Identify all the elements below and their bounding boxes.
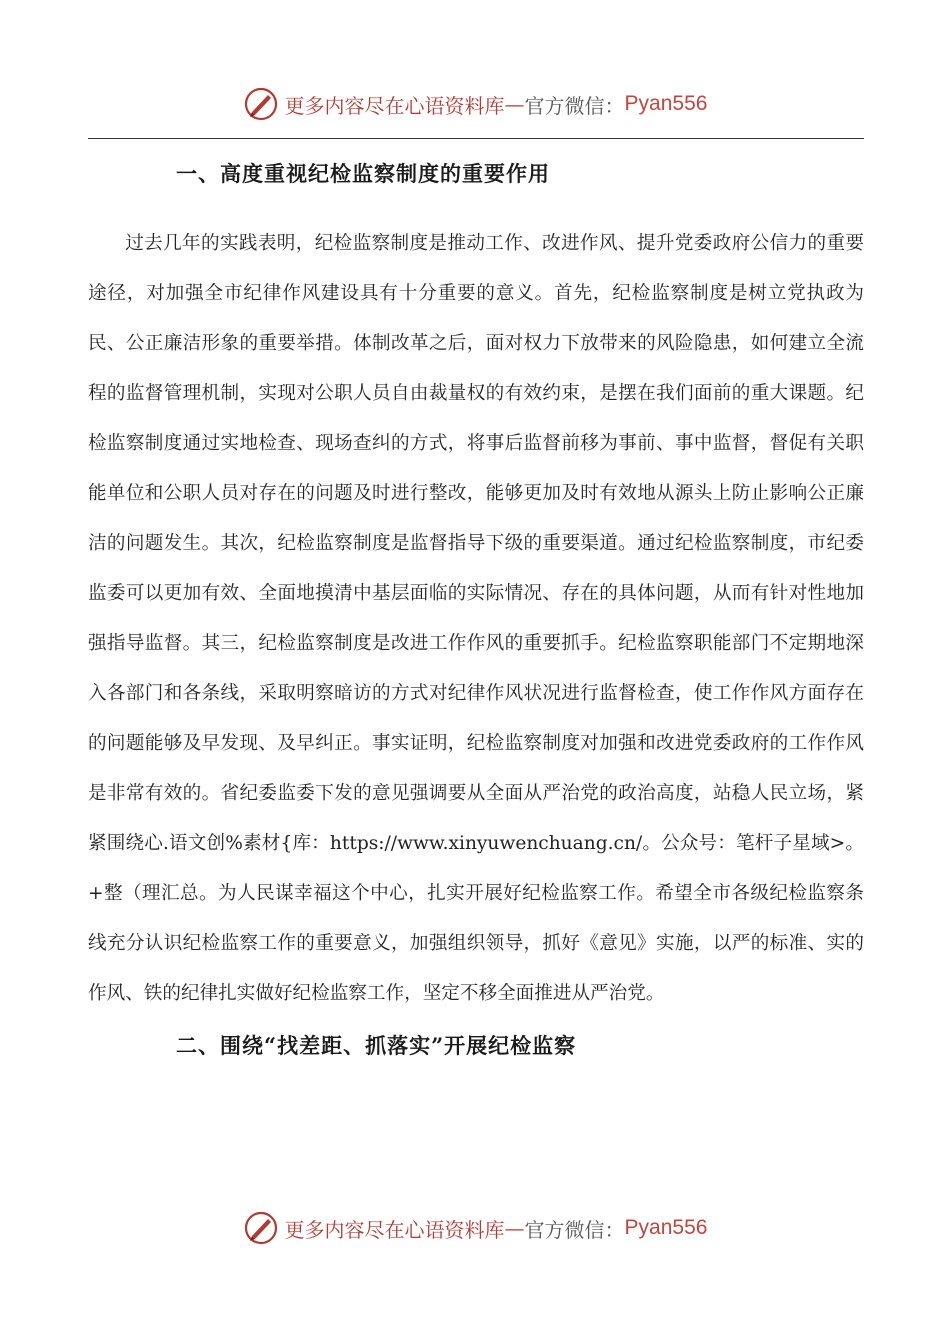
- section2-heading: 二、围绕“找差距、抓落实”开展纪检监察: [176, 1033, 577, 1058]
- banner-dash: —: [504, 1216, 525, 1240]
- banner-wechat-label: 官方微信：: [524, 93, 625, 118]
- banner-wechat-id: Pyan556: [624, 1216, 708, 1239]
- footer-banner: [0, 1206, 950, 1250]
- pen-circle-icon: [243, 86, 279, 122]
- banner-dash: —: [504, 92, 525, 116]
- section1-heading: 一、高度重视纪检监察制度的重要作用: [176, 161, 550, 186]
- header-divider: [88, 138, 864, 139]
- pen-circle-icon: [243, 1210, 279, 1246]
- section1-paragraph: 过去几年的实践表明，纪检监察制度是推动工作、改进作风、提升党委政府公信力的重要途径，对加强全市纪律作风建设具有十分重要的意义。首先，纪检监察制度是树立党执政为民、公正廉洁形象的重要举措。体制改革之后，面对权力下放带来的风险隐患，如何建立全流程的监督管理机制，实现对公职人员自由裁量权的有效约束，是摆在我们面前的重大课题。纪检监察制度通过实地检查、现场查纠的方式，将事后监督前移为事前、事中监督，督促有关职能单位和公职人员对存在的问题及时进行整改，能够更加及时有效地从源头上防止影响公正廉洁的问题发生。其次，纪检监察制度是监督指导下级的重要渠道。通过纪检监察制度，市纪委监委可以更加有效、全面地摸清中基层面临的实际情况、存在的具体问题，从而有针对性地加强指导监督。其三，纪检监察制度是改进工作作风的重要抓手。纪检监察职能部门不定期地深入各部门和各条线，采取明察暗访的方式对纪律作风状况进行监督检查，使工作作风方面存在的问题能够及早发现、及早纠正。事实证明，纪检监察制度对加强和改进党委政府的工作作风是非常有效的。省纪委监委下发的意见强调要从全面从严治党的政治高度，站稳人民立场，紧紧围绕心.语文创%素材{库：https://www.xinyuwenchuang.cn/。公众号：笔杆子星域>。+整（理汇总。为人民谋幸福这个中心，扎实开展好纪检监察工作。希望全市各级纪检监察条线充分认识纪检监察工作的重要意义，加强组织领导，抓好《意见》实施，以严的标准、实的作风、铁的纪律扎实做好纪检监察工作，坚定不移全面推进从严治党。: [88, 233, 864, 1004]
- banner-main-text: 更多内容尽在心语资料库: [284, 1217, 505, 1242]
- banner-wechat-id: Pyan556: [624, 92, 708, 115]
- banner-wechat-label: 官方微信：: [524, 1217, 625, 1242]
- banner-main-text: 更多内容尽在心语资料库: [284, 93, 505, 118]
- header-banner: [0, 82, 950, 126]
